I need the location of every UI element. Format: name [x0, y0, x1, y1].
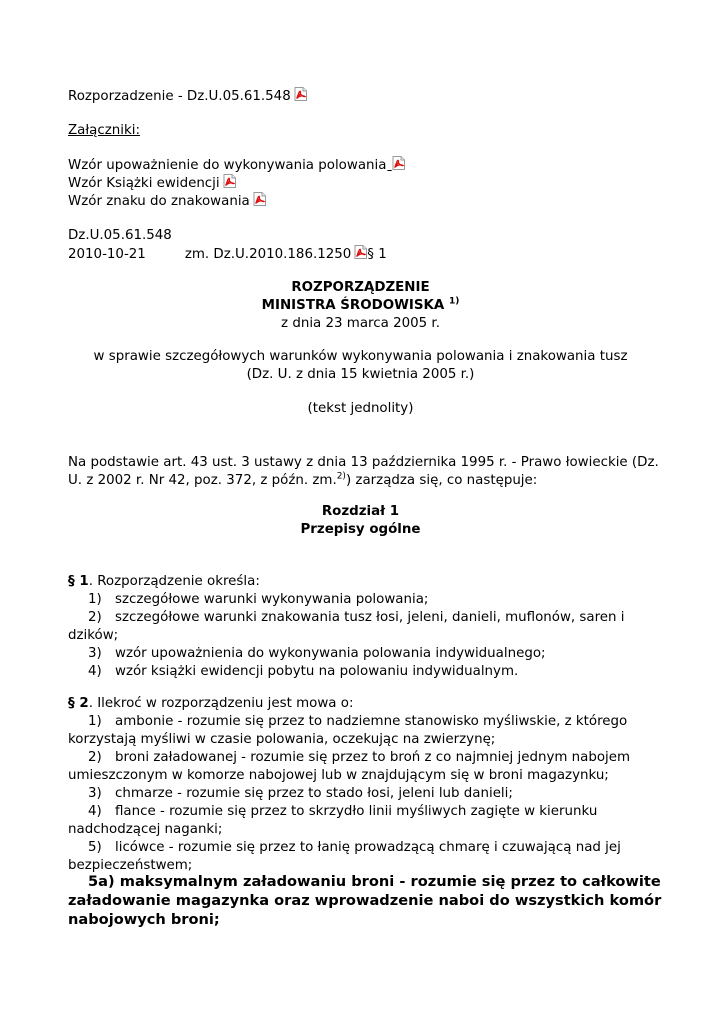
document-date: z dnia 23 marca 2005 r.: [281, 316, 440, 331]
item-number: 3): [88, 786, 102, 801]
amendment-paragraph: § 1: [367, 247, 387, 262]
publication-line: (Dz. U. z dnia 15 kwietnia 2005 r.): [246, 367, 475, 382]
item-text: szczegółowe warunki wykonywania polowania;: [115, 592, 429, 607]
footnote-ref: 2): [336, 471, 346, 482]
preamble-line: Na podstawie art. 43 ust. 3 ustawy z dnia 13 października 1995 r. - Prawo łowieckie (Dz.: [68, 455, 659, 470]
ministry-name: MINISTRA ŚRODOWISKA: [261, 298, 445, 313]
preamble-text: U. z 2002 r. Nr 42, poz. 372, z późn. zm.: [68, 473, 337, 488]
amendment-date: 2010-10-21: [68, 247, 146, 262]
pdf-icon[interactable]: [223, 174, 236, 188]
paragraph-intro: [68, 695, 653, 713]
header-block: [68, 87, 653, 105]
item-number: 1): [88, 714, 102, 729]
preamble-text: ) zarządza się, co następuje:: [345, 473, 538, 488]
bold-item-line: nabojowych broni;: [68, 911, 220, 928]
item-text: wzór upoważnienia do wykonywania polowania indywidualnego;: [115, 646, 546, 661]
pdf-icon[interactable]: [294, 87, 307, 101]
list-item: [68, 803, 653, 821]
attachment-item: [68, 174, 653, 192]
pdf-icon[interactable]: [392, 156, 405, 170]
subject-line: w sprawie szczegółowych warunków wykonywania polowania i znakowania tusz: [93, 349, 628, 364]
bold-item-line: załadowanie magazynka oraz wprowadzenie naboi do wszystkich komór: [68, 892, 662, 909]
item-text: flance - rozumie się przez to skrzydło linii myśliwych zagięte w kierunku: [115, 804, 598, 819]
ministry-title: [68, 297, 653, 315]
item-text: szczegółowe warunki znakowania tusz łosi, jeleni, danieli, muflonów, saren i: [115, 610, 625, 625]
item-continuation: korzystają myśliwi w czasie polowania, oczekując na zwierzynę;: [68, 732, 496, 747]
bold-list-item: [68, 873, 662, 930]
amendment-link[interactable]: zm. Dz.U.2010.186.1250: [184, 247, 352, 262]
subject-block: [68, 348, 653, 384]
paragraph-label: § 2: [68, 696, 89, 711]
item-text: ambonie - rozumie się przez to nadziemne stanowisko myśliwskie, z którego: [115, 714, 628, 729]
preamble-line: [68, 472, 653, 490]
chapter-title: Rozdział 1: [321, 504, 400, 519]
item-continuation: nadchodzącej naganki;: [68, 822, 223, 837]
attachments-list: [68, 156, 653, 210]
pdf-icon[interactable]: [354, 245, 367, 259]
list-item: [68, 645, 653, 663]
item-text: licówce - rozumie się przez to łanię prowadzącą chmarę i czuwającą nad jej: [115, 840, 621, 855]
item-text: chmarze - rozumie się przez to stado łosi, jeleni lub danieli;: [115, 786, 513, 801]
list-item: [68, 839, 653, 857]
item-number: 4): [88, 664, 102, 679]
attachment-link[interactable]: Wzór znaku do znakowania: [68, 194, 250, 209]
preamble: [68, 454, 659, 490]
paragraph-intro-text: . Ilekroć w rozporządzeniu jest mowa o:: [88, 696, 354, 711]
document-title: ROZPORZĄDZENIE: [291, 280, 430, 295]
list-item: [68, 785, 653, 803]
rozporzadzenie-row: [68, 87, 653, 105]
footnote-ref: 1): [448, 296, 460, 307]
item-continuation: umieszczonym w komorze nabojowej lub w znajdującym się w broni magazynku;: [68, 768, 609, 783]
reference-number: Dz.U.05.61.548: [68, 228, 172, 243]
item-number: 4): [88, 804, 102, 819]
item-number: 2): [88, 750, 102, 765]
list-item: [68, 749, 653, 767]
item-text: broni załadowanej - rozumie się przez to broń z co najmniej jednym nabojem: [115, 750, 631, 765]
item-number: 2): [88, 610, 102, 625]
item-number: 3): [88, 646, 102, 661]
paragraph-2: [68, 695, 653, 875]
pdf-icon[interactable]: [253, 192, 266, 206]
item-continuation: bezpieczeństwem;: [68, 858, 193, 873]
item-number: 5): [88, 840, 102, 855]
amendment-row: [68, 245, 653, 263]
attachment-link[interactable]: Wzór upoważnienie do wykonywania polowania: [68, 158, 387, 173]
chapter-subtitle: Przepisy ogólne: [300, 522, 421, 537]
item-text: wzór książki ewidencji pobytu na polowaniu indywidualnym.: [115, 664, 519, 679]
attachment-link[interactable]: Wzór Książki ewidencji: [68, 176, 220, 191]
zalaczniki-heading: Załączniki:: [68, 123, 140, 138]
list-item: [68, 713, 653, 731]
consolidated-text-label: (tekst jednolity): [307, 401, 414, 416]
rozporzadzenie-link[interactable]: Rozporzadzenie - Dz.U.05.61.548: [68, 89, 291, 104]
list-item: [68, 663, 653, 681]
attachment-item: [68, 156, 653, 174]
item-continuation: dzików;: [68, 628, 119, 643]
attachment-item: [68, 192, 653, 210]
paragraph-intro-text: . Rozporządzenie określa:: [88, 574, 260, 589]
paragraph-intro: [68, 573, 653, 591]
list-item: [68, 609, 653, 627]
chapter-heading: [68, 503, 653, 539]
paragraph-label: § 1: [68, 574, 89, 589]
reference-block: [68, 227, 653, 263]
item-number: 1): [88, 592, 102, 607]
bold-item-line: 5a) maksymalnym załadowaniu broni - rozumie się przez to całkowite: [88, 873, 661, 890]
title-block: [68, 279, 653, 333]
paragraph-1: [68, 573, 653, 681]
list-item: [68, 591, 653, 609]
